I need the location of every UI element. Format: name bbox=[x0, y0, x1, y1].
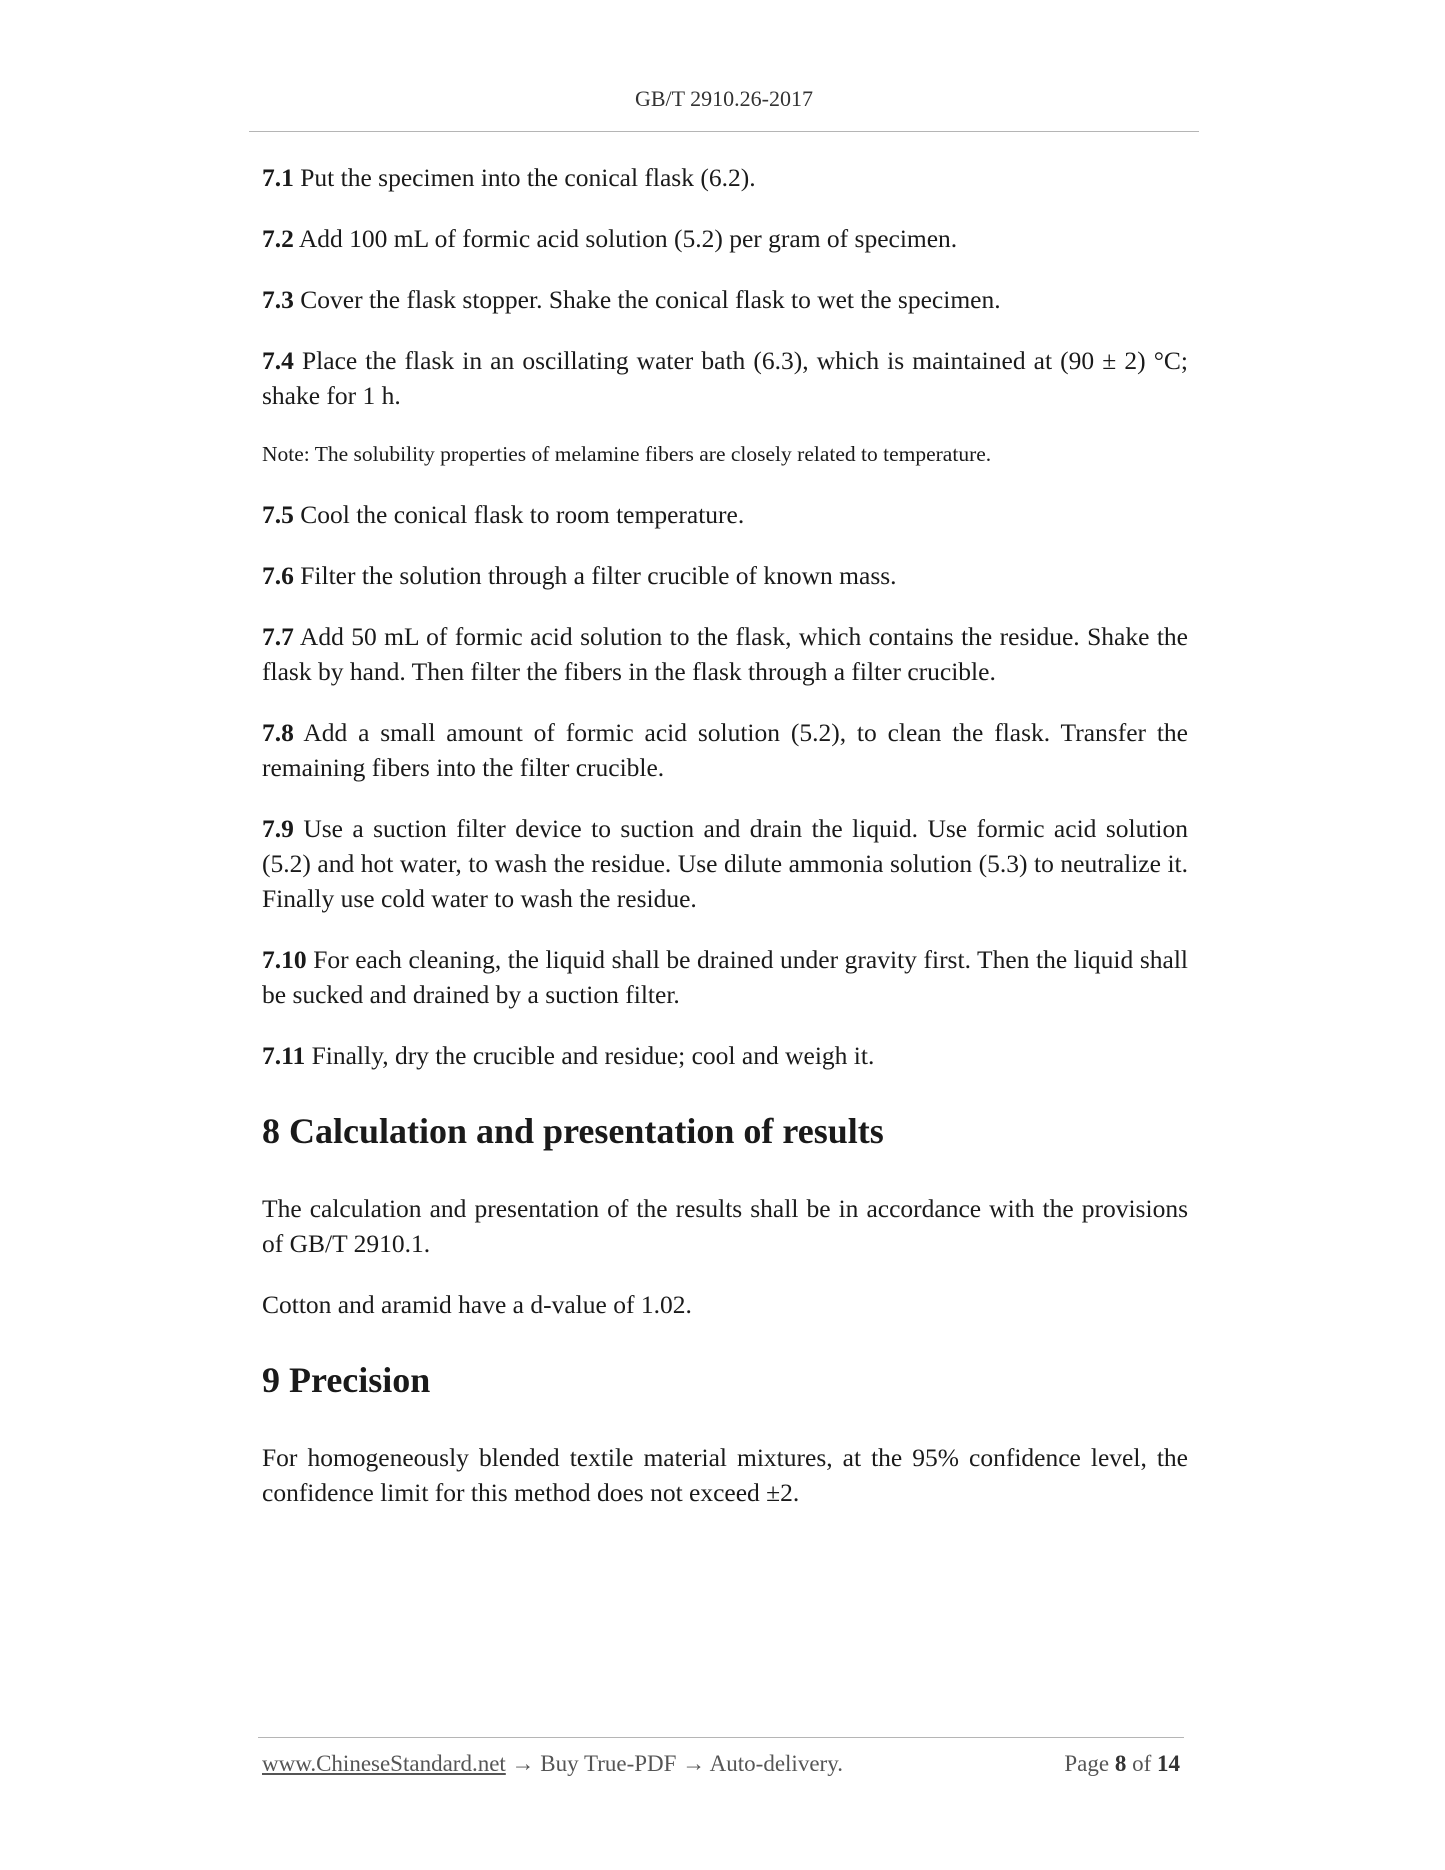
section-8-paragraph-2: Cotton and aramid have a d-value of 1.02. bbox=[262, 1290, 692, 1319]
document-footer bbox=[262, 1751, 1180, 1783]
page-word: Page bbox=[1064, 1751, 1110, 1776]
header-divider bbox=[249, 131, 1199, 132]
step-number: 7.2 bbox=[262, 224, 294, 253]
step-text: Finally, dry the crucible and residue; cool and weigh it. bbox=[311, 1041, 875, 1070]
step-text: Use a suction filter device to suction and drain the liquid. Use formic acid solution (5.2) and hot water, to wash the residue. Use dilute ammonia solution (5.3) to neutralize it. Finally use cold water to wash the residue. bbox=[262, 814, 1189, 913]
section-8-heading: 8 Calculation and presentation of results bbox=[262, 1111, 884, 1151]
step-text: Filter the solution through a filter crucible of known mass. bbox=[300, 561, 897, 590]
section-8-paragraph-1: The calculation and presentation of the results shall be in accordance with the provisions of GB/T 2910.1. bbox=[262, 1194, 1188, 1258]
page-number: 8 bbox=[1114, 1751, 1127, 1776]
step-text: Cool the conical flask to room temperature. bbox=[300, 500, 745, 529]
step-number: 7.10 bbox=[262, 945, 307, 974]
step-text: Cover the flask stopper. Shake the conical flask to wet the specimen. bbox=[300, 285, 1001, 314]
step-7-6 bbox=[262, 558, 1188, 593]
step-text: Add a small amount of formic acid solution (5.2), to clean the flask. Transfer the remaining fibers into the filter crucible. bbox=[262, 718, 1188, 782]
buy-pdf-text: Buy True-PDF bbox=[540, 1751, 677, 1776]
auto-delivery-text: Auto-delivery. bbox=[709, 1751, 843, 1776]
footer-promo bbox=[262, 1751, 843, 1777]
step-number: 7.5 bbox=[262, 500, 294, 529]
step-7-5 bbox=[262, 497, 1188, 532]
step-number: 7.8 bbox=[262, 718, 294, 747]
step-number: 7.1 bbox=[262, 163, 294, 192]
step-7-2 bbox=[262, 221, 1188, 256]
step-text: Place the flask in an oscillating water bath (6.3), which is maintained at (90 ± 2) °C; shake for 1 h. bbox=[262, 346, 1189, 410]
step-text: Add 50 mL of formic acid solution to the flask, which contains the residue. Shake the flask by hand. Then filter the fibers in the flask through a filter crucible. bbox=[262, 622, 1188, 686]
document-header: GB/T 2910.26-2017 bbox=[634, 86, 814, 111]
temperature-note: Note: The solubility properties of melamine fibers are closely related to temperature. bbox=[262, 442, 992, 466]
step-number: 7.4 bbox=[262, 346, 294, 375]
section-9-heading: 9 Precision bbox=[262, 1360, 431, 1400]
step-number: 7.3 bbox=[262, 285, 294, 314]
step-7-10 bbox=[262, 942, 1188, 1012]
website-link[interactable]: www.ChineseStandard.net bbox=[262, 1751, 506, 1776]
step-7-3 bbox=[262, 282, 1188, 317]
page-indicator bbox=[1064, 1751, 1180, 1777]
step-7-7 bbox=[262, 619, 1188, 689]
page-total: 14 bbox=[1157, 1751, 1180, 1776]
of-word: of bbox=[1132, 1751, 1152, 1776]
step-7-1 bbox=[262, 160, 1188, 195]
step-text: Put the specimen into the conical flask (6.2). bbox=[300, 163, 756, 192]
step-number: 7.7 bbox=[262, 622, 294, 651]
step-7-11 bbox=[262, 1038, 1188, 1073]
arrow-right-icon: → bbox=[682, 1751, 706, 1776]
step-text: Add 100 mL of formic acid solution (5.2) per gram of specimen. bbox=[298, 224, 958, 253]
arrow-right-icon: → bbox=[511, 1751, 535, 1776]
page-content bbox=[262, 160, 1188, 1536]
step-number: 7.11 bbox=[262, 1041, 306, 1070]
step-7-9 bbox=[262, 811, 1188, 916]
step-number: 7.6 bbox=[262, 561, 294, 590]
step-7-8 bbox=[262, 715, 1188, 785]
step-number: 7.9 bbox=[262, 814, 294, 843]
step-text: For each cleaning, the liquid shall be drained under gravity first. Then the liquid shall be sucked and drained by a suction filter. bbox=[262, 945, 1189, 1009]
step-7-4 bbox=[262, 343, 1188, 413]
footer-divider bbox=[258, 1737, 1184, 1738]
section-9-paragraph-1: For homogeneously blended textile material mixtures, at the 95% confidence level, the confidence limit for this method does not exceed ±2. bbox=[262, 1443, 1188, 1507]
